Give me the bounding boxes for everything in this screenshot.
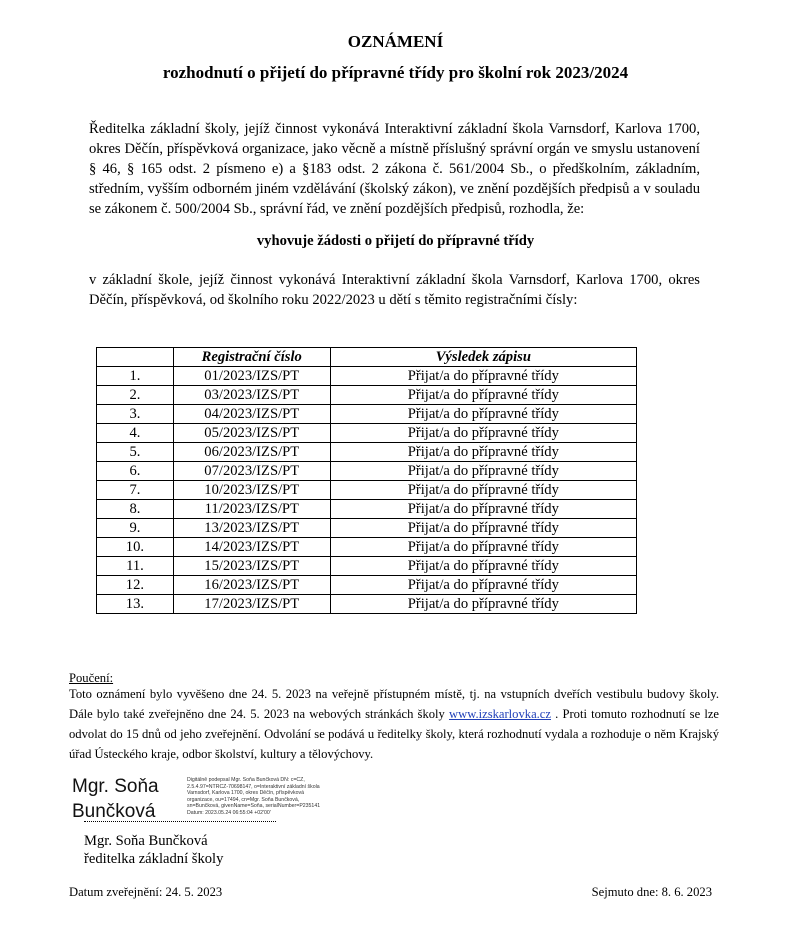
school-website-link[interactable]: www.izskarlovka.cz [449,707,551,721]
table-row [97,424,637,443]
registration-number: 11/2023/IZS/PT [173,500,330,519]
header-result: Výsledek zápisu [330,348,636,367]
result: Přijat/a do přípravné třídy [330,386,636,405]
row-number: 13. [97,595,174,614]
result: Přijat/a do přípravné třídy [330,367,636,386]
notice-paragraph [69,684,719,764]
table-row [97,519,637,538]
signer-name: Mgr. Soňa Bunčková [84,833,208,849]
row-number: 9. [97,519,174,538]
notice-heading: Poučení: [69,671,114,685]
table-row [97,386,637,405]
result: Přijat/a do přípravné třídy [330,405,636,424]
registration-number: 15/2023/IZS/PT [173,557,330,576]
row-number: 12. [97,576,174,595]
table-header-row [97,348,637,367]
registration-number: 16/2023/IZS/PT [173,576,330,595]
result: Přijat/a do přípravné třídy [330,481,636,500]
intro-paragraph: Ředitelka základní školy, jejíž činnost vykonává Interaktivní základní škola Varnsdorf, Karlova 1700, okres Děčín, příspěvková organizace, jako věcně a místně příslušný správní orgán ve smyslu ustanovení § 46, § 165 odst. 2 písmeno e) a §183 odst. 2 zákona č. 561/2004 Sb., o předškolním, základním, středním, vyšším odborném jiném vzdělávání (školský zákon), ve znění pozdějších předpisů a v souladu se zákonem č. 500/2004 Sb., správní řád, ve znění pozdějších předpisů, rozhodla, že: [89,121,700,217]
table-row [97,538,637,557]
removal-date: Sejmuto dne: 8. 6. 2023 [591,885,712,899]
table-row [97,462,637,481]
row-number: 11. [97,557,174,576]
result: Přijat/a do přípravné třídy [330,443,636,462]
registration-number: 13/2023/IZS/PT [173,519,330,538]
registration-number: 17/2023/IZS/PT [173,595,330,614]
digital-signature-details: Digitálně podepsal Mgr. Soňa Bunčková DN: c=CZ, 2.5.4.97=NTRCZ-70698147, o=Interaktivní základní škola Varnsdorf, Karlova 1700, okres Děčín, příspěvková organizace, ou=17494, cn=Mgr. Soňa Bunčková, sn=Bunčková, givenName=Soňa, serialNumber=P235141 Datum: 2023.05.24 06:55:04 +02'00' [187,777,321,816]
result: Přijat/a do přípravné třídy [330,462,636,481]
table-row [97,443,637,462]
notice-text-continued: . Proti tomuto rozhodnutí se lze odvolat do 15 dnů od jeho zveřejnění. Odvolání se podává u ředitelky školy, která rozhodnutí vydala a rozhoduje o něm Krajský úřad Ústeckého kraje, odbor školství, kultury a tělovýchovy. [69,707,719,761]
row-number: 3. [97,405,174,424]
row-number: 8. [97,500,174,519]
signature-name-line1: Mgr. Soňa [72,776,159,797]
registration-number: 04/2023/IZS/PT [173,405,330,424]
table-row [97,500,637,519]
row-number: 6. [97,462,174,481]
table-row [97,557,637,576]
row-number: 4. [97,424,174,443]
registration-number: 07/2023/IZS/PT [173,462,330,481]
registration-number: 06/2023/IZS/PT [173,443,330,462]
result: Přijat/a do přípravné třídy [330,500,636,519]
document-subtitle: rozhodnutí o přijetí do přípravné třídy pro školní rok 2023/2024 [162,63,629,82]
registration-number: 03/2023/IZS/PT [173,386,330,405]
table-row [97,576,637,595]
signature-dotted-line [84,821,276,822]
admission-table [96,347,637,614]
notice-text: Toto oznámení bylo vyvěšeno dne 24. 5. 2023 na veřejně přístupném místě, tj. na vstupních dveřích vestibulu budovy školy. Dále bylo také zveřejněno dne 24. 5. 2023 na webových stránkách školy [69,687,719,721]
result: Přijat/a do přípravné třídy [330,595,636,614]
result: Přijat/a do přípravné třídy [330,576,636,595]
header-number [97,348,174,367]
row-number: 7. [97,481,174,500]
row-number: 1. [97,367,174,386]
table-row [97,595,637,614]
table-row [97,405,637,424]
registration-number: 10/2023/IZS/PT [173,481,330,500]
decision-paragraph: v základní škole, jejíž činnost vykonává Interaktivní základní škola Varnsdorf, Karlova 1700, okres Děčín, příspěvková, od školního roku 2022/2023 u dětí s těmito registračními čísly: [89,272,700,308]
registration-number: 05/2023/IZS/PT [173,424,330,443]
header-registration-number: Registrační číslo [173,348,330,367]
result: Přijat/a do přípravné třídy [330,424,636,443]
signer-role: ředitelka základní školy [84,851,224,867]
signature-name-line2: Bunčková [72,801,156,822]
registration-number: 14/2023/IZS/PT [173,538,330,557]
publication-date: Datum zveřejnění: 24. 5. 2023 [69,885,223,899]
row-number: 10. [97,538,174,557]
decision-statement: vyhovuje žádosti o přijetí do přípravné třídy [256,233,535,249]
row-number: 2. [97,386,174,405]
table-body [97,367,637,614]
result: Přijat/a do přípravné třídy [330,519,636,538]
document-title: OZNÁMENÍ [347,32,444,51]
table-row [97,367,637,386]
result: Přijat/a do přípravné třídy [330,538,636,557]
table-row [97,481,637,500]
result: Přijat/a do přípravné třídy [330,557,636,576]
row-number: 5. [97,443,174,462]
registration-number: 01/2023/IZS/PT [173,367,330,386]
